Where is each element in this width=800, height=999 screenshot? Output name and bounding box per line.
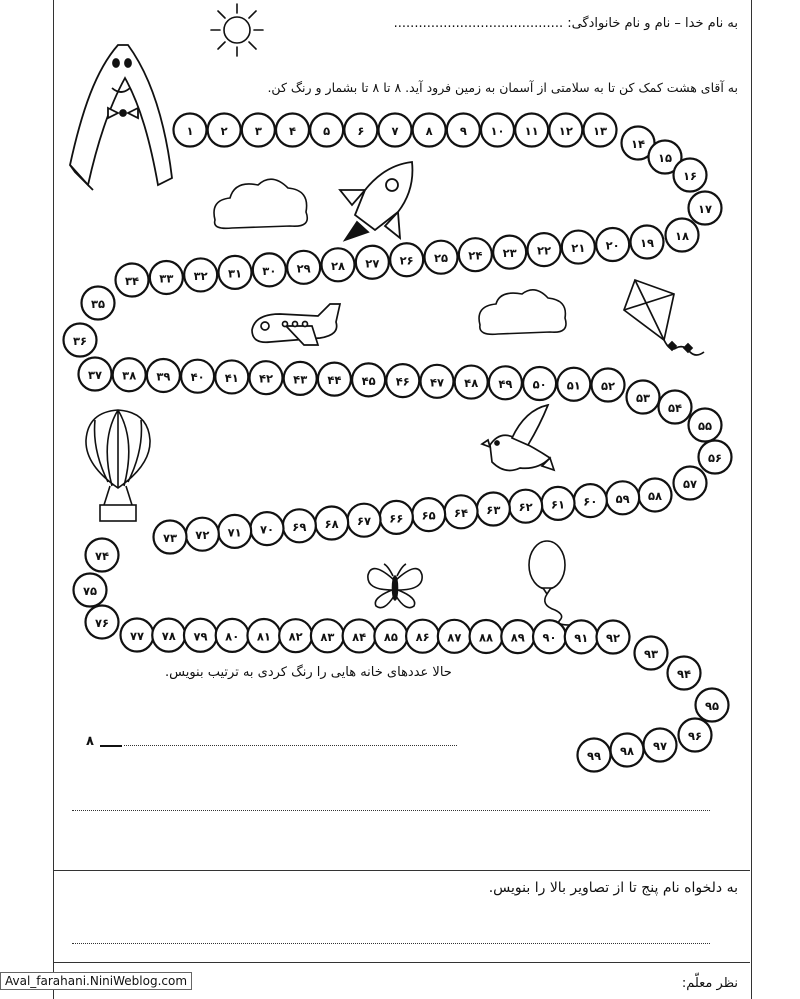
number-cell-63[interactable] (477, 493, 510, 526)
number-cell-label: ۴۹ (498, 376, 513, 391)
number-cell-42[interactable] (250, 361, 283, 394)
number-cell-72[interactable] (186, 518, 219, 551)
number-cell-label: ۲۴ (468, 248, 483, 263)
number-cell-label: ۵۶ (707, 451, 723, 465)
number-cell-label: ۲۷ (365, 256, 380, 271)
number-cell-label: ۴ (288, 124, 297, 138)
number-cell-79[interactable] (184, 619, 217, 652)
number-cell-89[interactable] (501, 620, 534, 653)
number-cell-2[interactable] (208, 114, 241, 147)
answer-line-1[interactable] (124, 745, 457, 746)
number-cell-65[interactable] (412, 498, 445, 531)
number-cell-28[interactable] (322, 248, 355, 281)
number-cell-82[interactable] (279, 619, 312, 652)
number-cell-73[interactable] (154, 521, 187, 554)
number-cell-62[interactable] (509, 490, 542, 523)
number-cell-label: ۵۰ (532, 377, 547, 392)
number-cell-60[interactable] (574, 484, 607, 517)
number-cell-52[interactable] (592, 369, 625, 402)
number-cell-64[interactable] (445, 495, 478, 528)
number-cell-label: ۷ (391, 124, 399, 138)
number-cell-label: ۳۶ (72, 334, 88, 348)
number-cell-25[interactable] (425, 241, 458, 274)
number-cell-label: ۴۱ (224, 370, 239, 385)
number-cell-93[interactable] (635, 637, 668, 670)
number-cell-label: ۸۹ (510, 630, 525, 645)
airplane-icon (252, 304, 340, 345)
number-cell-label: ۳۲ (193, 268, 208, 283)
number-cell-12[interactable] (549, 114, 582, 147)
write-numbers-prompt: حالا عددهای خانه هایی را رنگ کردی به ترتیب بنویس. (165, 665, 452, 680)
number-cell-label: ۵۲ (600, 379, 616, 393)
number-cell-label: ۳۵ (90, 297, 106, 311)
teacher-comment-label: نظر معلّم: (681, 976, 738, 991)
number-cell-74[interactable] (86, 539, 119, 572)
number-cell-47[interactable] (421, 365, 454, 398)
number-cell-label: ۹۶ (687, 729, 703, 743)
number-cell-76[interactable] (86, 606, 119, 639)
number-cell-label: ۸۵ (383, 630, 398, 645)
hot-air-balloon-icon (86, 410, 150, 521)
number-cell-50[interactable] (523, 367, 556, 400)
number-cell-label: ۷۱ (227, 525, 242, 540)
number-cell-57[interactable] (674, 467, 707, 500)
number-cell-label: ۹۸ (619, 744, 635, 758)
number-cell-34[interactable] (116, 264, 149, 297)
number-cell-16[interactable] (674, 159, 707, 192)
number-cell-label: ۵۵ (697, 419, 713, 433)
number-cell-97[interactable] (644, 729, 677, 762)
number-cell-58[interactable] (639, 479, 672, 512)
number-cell-36[interactable] (64, 324, 97, 357)
number-cell-27[interactable] (356, 246, 389, 279)
number-cell-33[interactable] (150, 261, 183, 294)
number-cell-label: ۱ (186, 124, 194, 138)
number-cell-label: ۶۸ (324, 517, 339, 531)
number-cell-label: ۵۹ (615, 491, 630, 506)
number-cell-26[interactable] (390, 243, 423, 276)
number-cell-label: ۱۵ (657, 151, 673, 165)
dove-icon (482, 405, 554, 470)
number-cell-label: ۹۹ (586, 749, 602, 763)
number-cell-label: ۸۶ (415, 630, 430, 645)
number-cell-label: ۵۸ (647, 489, 663, 503)
number-cell-label: ۷۷ (129, 629, 145, 643)
number-cell-43[interactable] (284, 362, 317, 395)
number-cell-10[interactable] (481, 114, 514, 147)
number-cell-83[interactable] (311, 619, 344, 652)
number-cell-label: ۶۳ (486, 503, 501, 517)
number-cell-1[interactable] (174, 114, 207, 147)
number-cell-53[interactable] (627, 381, 660, 414)
balloon-icon (529, 541, 570, 625)
number-cell-label: ۸۱ (256, 629, 271, 644)
number-cell-86[interactable] (406, 620, 439, 653)
section-divider (53, 962, 750, 963)
number-cell-18[interactable] (666, 219, 699, 252)
sun-icon (211, 4, 263, 56)
number-cell-label: ۴۲ (258, 371, 274, 386)
number-cell-17[interactable] (689, 192, 722, 225)
number-cell-88[interactable] (470, 620, 503, 653)
number-cell-label: ۵۱ (566, 378, 581, 393)
number-cell-label: ۸۲ (288, 629, 303, 644)
number-cell-label: ۹ (459, 124, 467, 138)
number-cell-label: ۶۵ (421, 508, 436, 523)
number-cell-56[interactable] (699, 441, 732, 474)
number-cell-label: ۳۴ (124, 274, 140, 288)
number-cell-41[interactable] (215, 360, 248, 393)
number-cell-98[interactable] (611, 734, 644, 767)
number-cell-label: ۷۳ (162, 531, 178, 545)
number-cell-30[interactable] (253, 253, 286, 286)
number-cell-label: ۹۵ (704, 699, 720, 713)
number-cell-label: ۶۷ (356, 514, 372, 529)
number-cell-label: ۹۰ (542, 630, 557, 645)
number-cell-label: ۷۹ (193, 629, 208, 644)
answer-start-underline (100, 745, 122, 747)
number-cell-label: ۱۳ (592, 124, 608, 138)
number-cell-label: ۵۴ (667, 401, 683, 415)
number-cell-35[interactable] (82, 287, 115, 320)
instruction-text: به آقای هشت کمک کن تا به سلامتی از آسمان به زمین فرود آید. ۸ تا ۸ تا بشمار و رنگ کن. (267, 80, 738, 95)
number-cell-24[interactable] (459, 238, 492, 271)
number-cell-label: ۲۹ (296, 261, 311, 276)
number-cell-label: ۹۷ (652, 739, 668, 753)
number-cell-78[interactable] (152, 619, 185, 652)
number-cell-46[interactable] (386, 364, 419, 397)
number-cell-label: ۲۳ (502, 246, 517, 261)
number-cell-label: ۲۰ (605, 238, 620, 253)
number-cell-75[interactable] (74, 574, 107, 607)
number-cell-label: ۲۸ (330, 258, 346, 273)
number-cell-label: ۶۴ (453, 505, 469, 520)
watermark-url: Aval_farahani.NiniWeblog.com (0, 972, 192, 990)
number-cell-label: ۶۱ (550, 497, 566, 512)
number-cell-label: ۹۲ (605, 631, 621, 645)
number-cell-66[interactable] (380, 501, 413, 534)
number-cell-80[interactable] (216, 619, 249, 652)
number-cell-label: ۱۰ (490, 124, 505, 138)
number-cell-23[interactable] (493, 236, 526, 269)
number-cell-label: ۶۲ (518, 500, 533, 515)
number-cell-71[interactable] (218, 515, 251, 548)
number-cell-label: ۷۶ (94, 616, 110, 630)
number-cell-51[interactable] (557, 368, 590, 401)
number-cell-95[interactable] (696, 689, 729, 722)
number-cell-38[interactable] (113, 358, 146, 391)
number-cell-90[interactable] (533, 620, 566, 653)
number-cell-84[interactable] (343, 619, 376, 652)
number-cell-94[interactable] (668, 657, 701, 690)
number-cell-label: ۱۴ (630, 137, 646, 151)
number-cell-label: ۲۵ (433, 251, 449, 266)
name-five-pictures-prompt: به دلخواه نام پنج تا از تصاویر بالا را بنویس. (488, 880, 738, 896)
number-cell-20[interactable] (596, 228, 629, 261)
number-cell-67[interactable] (348, 504, 381, 537)
number-cell-61[interactable] (542, 487, 575, 520)
number-cell-32[interactable] (184, 258, 217, 291)
number-cell-label: ۸۸ (479, 630, 494, 645)
number-cell-label: ۷۰ (259, 522, 275, 537)
number-cell-label: ۸۰ (225, 629, 240, 644)
number-cell-label: ۳۳ (159, 271, 174, 286)
number-cell-label: ۸۳ (320, 629, 335, 644)
number-cell-8[interactable] (413, 114, 446, 147)
name-header: به نام خدا – نام و نام خانوادگی: ......................................... (393, 16, 738, 31)
number-cell-31[interactable] (219, 256, 252, 289)
number-cell-label: ۷۴ (94, 549, 110, 563)
number-cell-label: ۴۸ (464, 376, 479, 391)
number-cell-label: ۸ (425, 124, 433, 138)
number-cell-label: ۹۴ (676, 667, 692, 681)
number-cell-label: ۶ (357, 124, 365, 138)
number-cell-label: ۳۱ (227, 266, 243, 281)
number-cell-label: ۴۴ (327, 373, 342, 388)
kite-icon (624, 280, 704, 355)
number-cell-label: ۴۵ (361, 373, 376, 388)
number-cell-label: ۳۹ (156, 369, 171, 384)
number-cell-label: ۵۳ (635, 391, 651, 405)
rocket-icon (340, 162, 412, 240)
answer-first-number: ۸ (86, 734, 94, 749)
number-cell-99[interactable] (578, 739, 611, 772)
number-cell-label: ۵ (323, 124, 331, 138)
number-cell-label: ۲۲ (536, 243, 552, 258)
cloud-icon (214, 179, 307, 228)
number-cell-7[interactable] (379, 114, 412, 147)
number-cell-11[interactable] (515, 114, 548, 147)
number-cell-77[interactable] (121, 619, 154, 652)
number-cell-label: ۱۲ (558, 124, 573, 138)
number-cell-68[interactable] (315, 507, 348, 540)
number-cell-label: ۶۰ (583, 494, 598, 509)
number-cell-label: ۲ (220, 124, 228, 138)
number-cell-5[interactable] (310, 114, 343, 147)
number-cell-19[interactable] (631, 226, 664, 259)
number-cell-69[interactable] (283, 509, 316, 542)
number-cell-label: ۴۷ (429, 375, 445, 390)
number-cell-label: ۵۷ (682, 477, 698, 491)
number-cell-3[interactable] (242, 114, 275, 147)
number-cell-label: ۸۷ (447, 630, 462, 645)
number-cell-label: ۸۴ (352, 629, 367, 644)
number-cell-55[interactable] (689, 409, 722, 442)
answer-line-2[interactable] (72, 810, 710, 811)
number-cell-label: ۱۹ (639, 236, 655, 250)
cloud-icon (479, 290, 566, 334)
number-cell-45[interactable] (352, 363, 385, 396)
number-cell-label: ۹۳ (643, 647, 659, 661)
number-cell-91[interactable] (565, 620, 598, 653)
number-cell-label: ۹۱ (574, 630, 589, 645)
number-cell-40[interactable] (181, 360, 214, 393)
number-cell-92[interactable] (597, 621, 630, 654)
number-cell-label: ۲۱ (571, 241, 586, 256)
number-cell-label: ۱۷ (697, 202, 713, 216)
number-cell-70[interactable] (251, 512, 284, 545)
number-cell-85[interactable] (374, 620, 407, 653)
number-cell-label: ۴۶ (395, 374, 410, 389)
number-cell-label: ۶۶ (389, 511, 404, 526)
number-cell-label: ۷۸ (161, 629, 176, 644)
number-cell-label: ۴۰ (190, 370, 205, 385)
number-cell-96[interactable] (679, 719, 712, 752)
number-cell-6[interactable] (344, 114, 377, 147)
number-cell-label: ۷۲ (195, 528, 210, 543)
butterfly-icon (368, 564, 422, 608)
number-cell-48[interactable] (455, 366, 488, 399)
number-cell-49[interactable] (489, 366, 522, 399)
number-eight-character-icon (70, 45, 172, 190)
number-cell-label: ۳۷ (87, 368, 103, 382)
number-cell-9[interactable] (447, 114, 480, 147)
number-cell-label: ۶۹ (292, 519, 307, 534)
number-cell-59[interactable] (606, 481, 639, 514)
number-cell-29[interactable] (287, 251, 320, 284)
number-cell-37[interactable] (79, 358, 112, 391)
number-cell-label: ۴۳ (293, 372, 308, 387)
number-cell-81[interactable] (247, 619, 280, 652)
number-cell-39[interactable] (147, 359, 180, 392)
number-cell-label: ۳ (254, 124, 262, 138)
number-cell-4[interactable] (276, 114, 309, 147)
number-cell-44[interactable] (318, 363, 351, 396)
number-cell-label: ۳۸ (122, 368, 137, 383)
number-cell-21[interactable] (562, 231, 595, 264)
picture-names-line[interactable] (72, 943, 710, 944)
number-cell-54[interactable] (659, 391, 692, 424)
number-cell-label: ۱۶ (682, 169, 698, 183)
number-cell-13[interactable] (584, 114, 617, 147)
number-cell-label: ۳۰ (262, 263, 277, 278)
number-cell-label: ۲۶ (399, 253, 414, 268)
number-cell-87[interactable] (438, 620, 471, 653)
number-cell-label: ۱۱ (524, 124, 539, 138)
number-cell-22[interactable] (528, 233, 561, 266)
number-cell-label: ۱۸ (674, 229, 690, 243)
section-divider (53, 870, 750, 871)
number-cell-label: ۷۵ (82, 584, 98, 598)
